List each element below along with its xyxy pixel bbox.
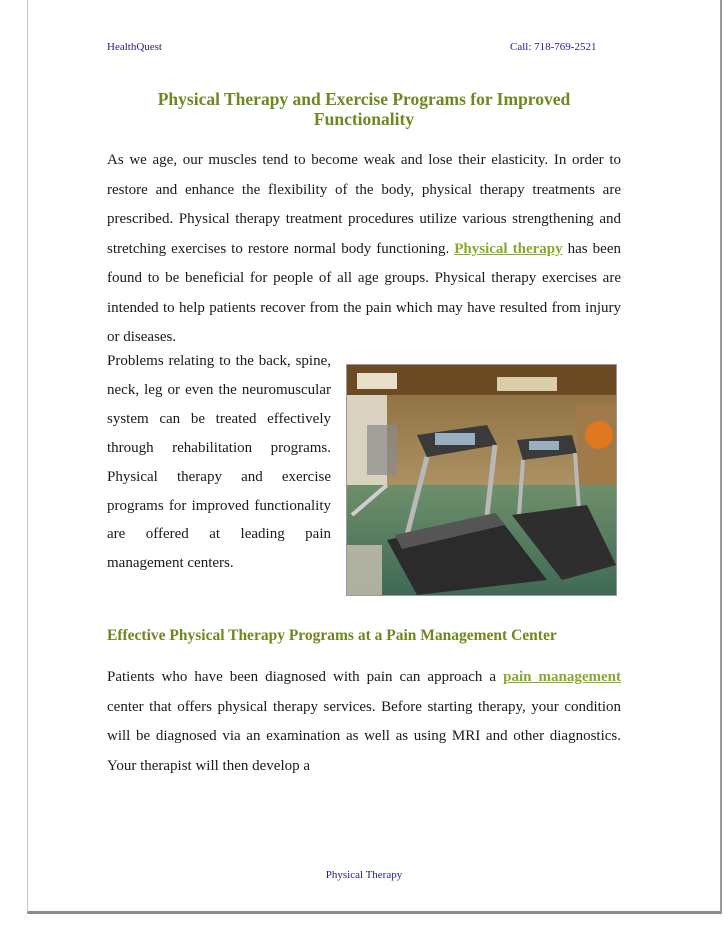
intro-text-end: has been found to be beneficial for people of all age groups. Physical therapy exercises are intended to help patients recover from the pain which may have resulted from injury or diseases. [107, 240, 621, 345]
section-paragraph [107, 663, 621, 781]
intro-text-start: As we age, our muscles tend to become weak and lose their elasticity. In order to restore and enhance the flexibility of the body, physical therapy treatments are prescribed. Physical therapy treatment procedures utilize various strengthening and stretching exercises to restore normal body functioning. [107, 152, 621, 257]
pain-management-link[interactable]: pain management [503, 669, 622, 685]
physical-therapy-link[interactable]: Physical therapy [454, 240, 563, 257]
page-header [107, 41, 607, 53]
section-text-start: Patients who have been diagnosed with pain can approach a [107, 669, 504, 685]
page-footer: Physical Therapy [325, 869, 403, 881]
document-title: Physical Therapy and Exercise Programs for Improved Functionality [157, 89, 571, 129]
header-company: HealthQuest [107, 41, 162, 53]
intro-paragraph [107, 146, 621, 353]
intro-paragraph-continued: Problems relating to the back, spine, neck, leg or even the neuromuscular system can be treated effectively through rehabilitation programs. Physical therapy and exercise programs for improved functionality are offered at leading pain management centers. [107, 353, 331, 572]
header-phone: Call: 718-769-2521 [510, 41, 597, 53]
treadmill-gym-photo [346, 364, 617, 596]
section-text-end: center that offers physical therapy services. Before starting therapy, your condition will be diagnosed via an examination as well as using MRI and other diagnostics. Your therapist will then develop a [107, 698, 621, 774]
section-heading: Effective Physical Therapy Programs at a Pain Management Center [107, 627, 557, 644]
